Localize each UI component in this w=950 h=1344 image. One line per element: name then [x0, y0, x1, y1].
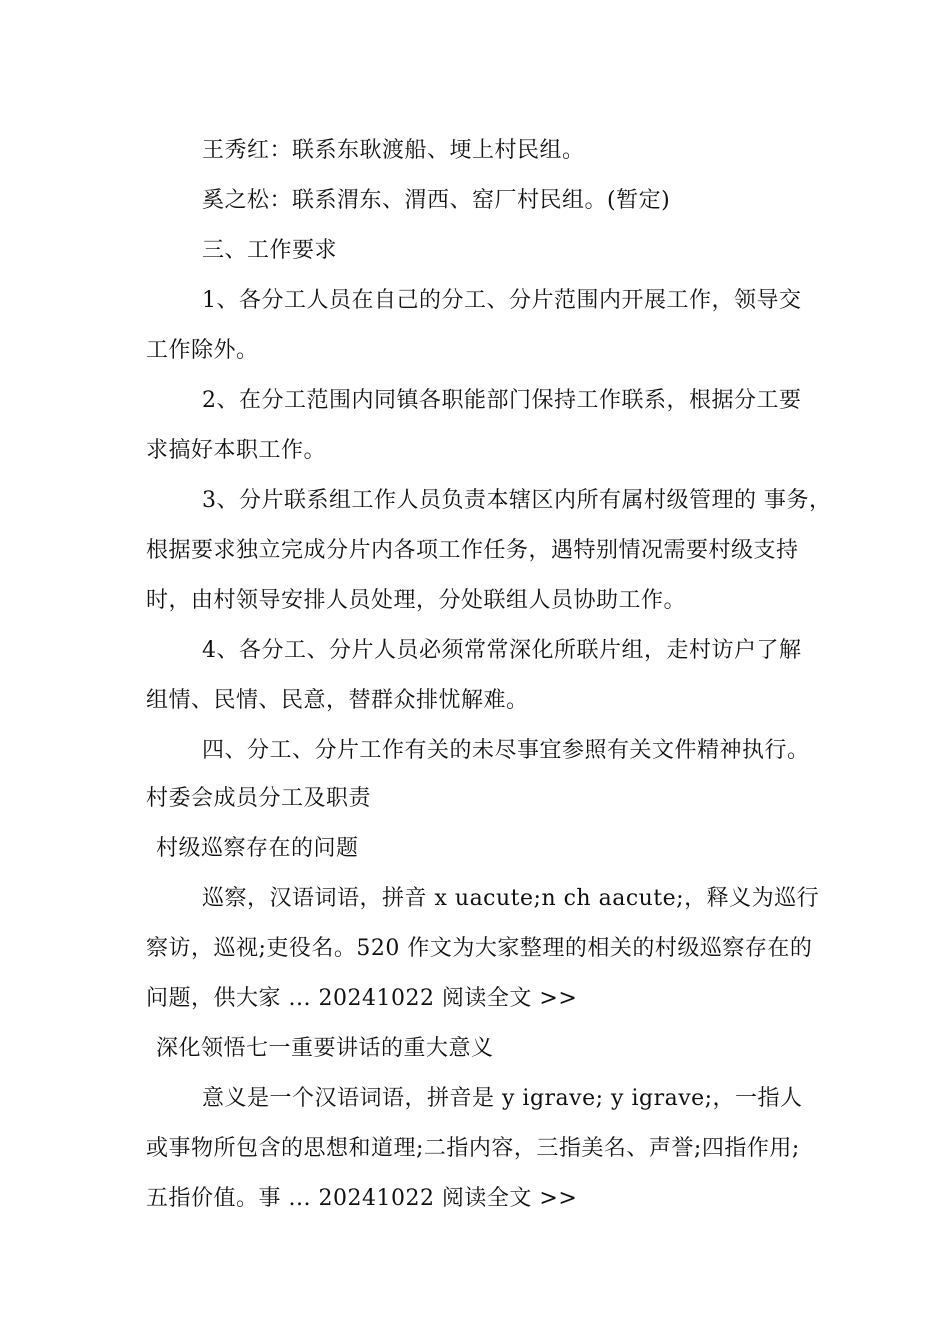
section-4-paragraph: 四、分工、分片工作有关的未尽事宜参照有关文件精神执行。: [202, 738, 810, 763]
section-heading: 三、工作要求: [202, 238, 338, 263]
requirement-2-line: 求搞好本职工作。: [146, 438, 327, 463]
requirement-1-line: 1、各分工人员在自己的分工、分片范围内开展工作，领导交: [202, 288, 802, 313]
assignment-line: 王秀红：联系东耿渡船、埂上村民组。: [202, 138, 585, 163]
article-title[interactable]: 村级巡察存在的问题: [156, 836, 359, 861]
requirement-3-line: 3、分片联系组工作人员负责本辖区内所有属村级管理的 事务，: [202, 488, 832, 513]
article-summary-line: 或事物所包含的思想和道理;二指内容，三指美名、声誉;四指作用;: [146, 1136, 800, 1161]
article-title[interactable]: 深化领悟七一重要讲话的重大意义: [156, 1036, 494, 1061]
requirement-4-line: 4、各分工、分片人员必须常常深化所联片组，走村访户了解: [202, 638, 802, 663]
article-summary-line: 察访，巡视;吏役名。520 作文为大家整理的相关的村级巡察存在的: [146, 936, 813, 961]
requirement-1-line: 工作除外。: [146, 338, 259, 363]
article-summary-line: 意义是一个汉语词语，拼音是 y igrave; y igrave;，一指人: [202, 1086, 803, 1111]
requirement-4-line: 组情、民情、民意，替群众排忧解难。: [146, 688, 529, 713]
requirement-3-line: 时，由村领导安排人员处理，分处联组人员协助工作。: [146, 588, 687, 613]
article-summary-line: 巡察，汉语词语，拼音 x uacute;n ch aacute;，释义为巡行: [202, 886, 820, 911]
requirement-2-line: 2、在分工范围内同镇各职能部门保持工作联系，根据分工要: [202, 388, 802, 413]
document-title: 村委会成员分工及职责: [146, 786, 372, 811]
article-summary-line[interactable]: 五指价值。事 ... 20241022 阅读全文 >>: [146, 1186, 578, 1211]
requirement-3-line: 根据要求独立完成分片内各项工作任务，遇特别情况需要村级支持: [146, 538, 799, 563]
article-summary-line[interactable]: 问题，供大家 ... 20241022 阅读全文 >>: [146, 986, 578, 1011]
assignment-line: 奚之松：联系渭东、渭西、窑厂村民组。(暂定): [202, 188, 671, 213]
